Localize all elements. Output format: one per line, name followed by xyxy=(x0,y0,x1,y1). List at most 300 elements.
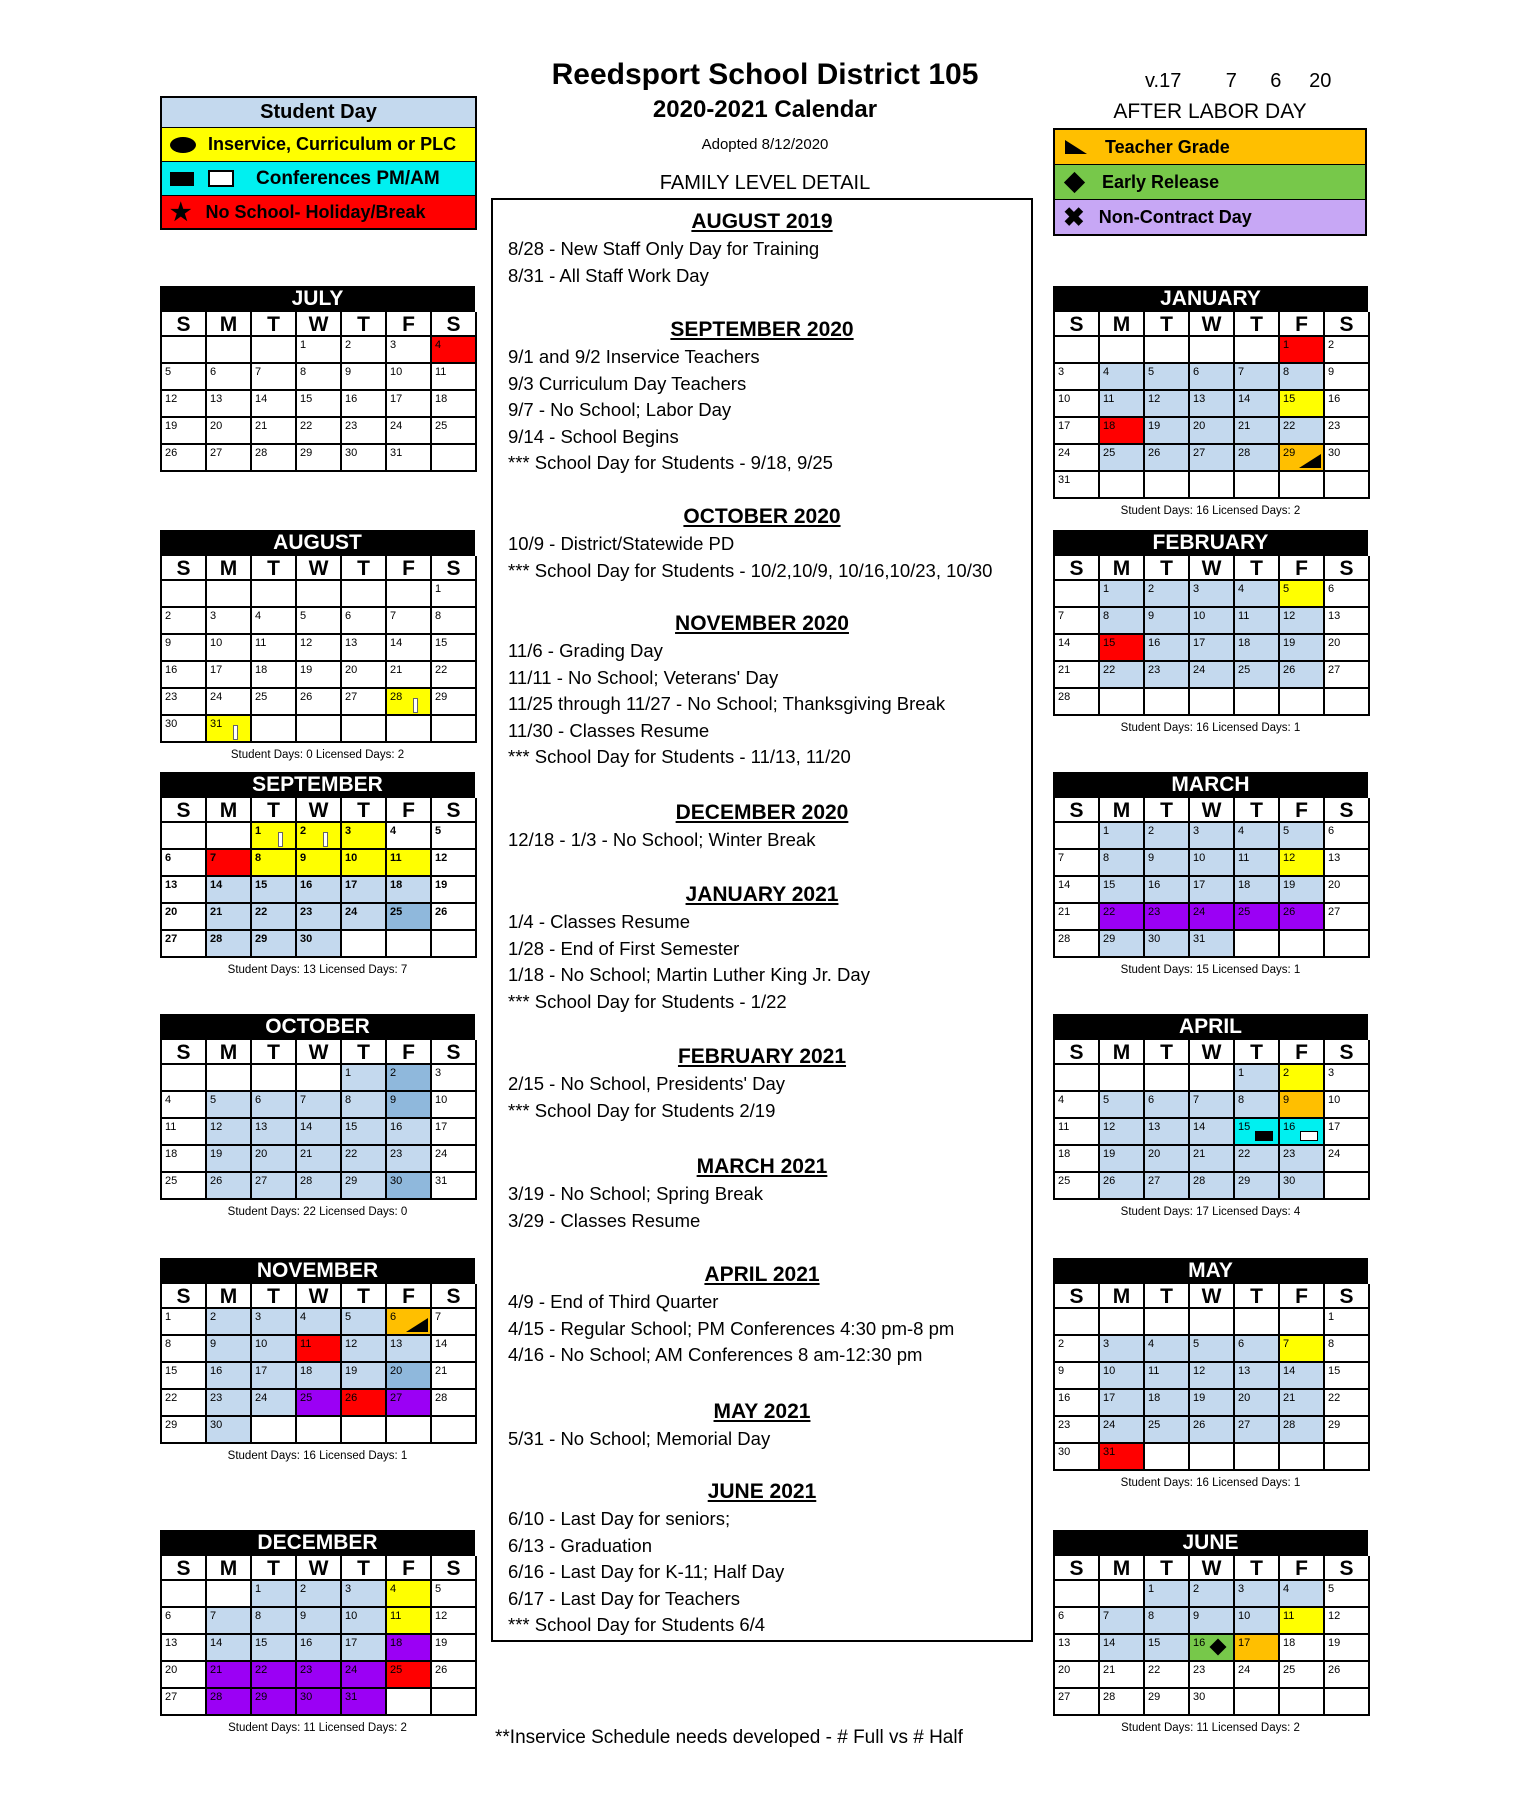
day-cell: 24 xyxy=(342,1662,387,1689)
day-cell: 29 xyxy=(252,1689,297,1716)
day-cell: 13 xyxy=(1145,1119,1190,1146)
day-cell: 2 xyxy=(207,1309,252,1336)
day-cell: 18 xyxy=(387,1635,432,1662)
day-cell: 1 xyxy=(1145,1581,1190,1608)
triangle-icon xyxy=(1065,140,1087,154)
day-of-week-header: W xyxy=(1190,312,1235,337)
day-of-week-header: F xyxy=(1280,798,1325,823)
day-cell: 3 xyxy=(387,337,432,364)
day-cell: 6 xyxy=(252,1092,297,1119)
family-detail-panel xyxy=(491,198,1033,1642)
empty-cell xyxy=(1100,337,1145,364)
day-cell: 15 xyxy=(1235,1119,1280,1146)
section-line: *** School Day for Students - 9/18, 9/25 xyxy=(508,452,833,473)
day-cell: 15 xyxy=(252,1635,297,1662)
month-grid xyxy=(160,1039,475,1200)
day-cell: 8 xyxy=(1325,1336,1370,1363)
day-cell: 2 xyxy=(1145,823,1190,850)
day-cell: 17 xyxy=(342,877,387,904)
day-cell: 12 xyxy=(1280,608,1325,635)
legend-label: Early Release xyxy=(1102,171,1220,192)
day-cell: 2 xyxy=(387,1065,432,1092)
day-cell: 10 xyxy=(1190,850,1235,877)
day-cell: 13 xyxy=(162,877,207,904)
day-cell: 27 xyxy=(207,445,252,472)
section-title: DECEMBER 2020 xyxy=(675,801,849,824)
section-line: 11/6 - Grading Day xyxy=(508,640,663,661)
day-cell: 28 xyxy=(1055,931,1100,958)
day-cell: 12 xyxy=(1190,1363,1235,1390)
day-cell: 8 xyxy=(162,1336,207,1363)
day-cell: 30 xyxy=(207,1417,252,1444)
month-grid xyxy=(160,797,475,958)
legend-label: No School- Holiday/Break xyxy=(205,201,426,222)
legend-teacher-grade xyxy=(1055,130,1365,165)
day-cell: 16 xyxy=(342,391,387,418)
section-line: 2/15 - No School, Presidents' Day xyxy=(508,1073,786,1094)
day-cell: 9 xyxy=(297,1608,342,1635)
day-cell: 19 xyxy=(162,418,207,445)
month-may xyxy=(1053,1258,1368,1489)
day-cell: 29 xyxy=(1100,931,1145,958)
section-line: 8/28 - New Staff Only Day for Training xyxy=(508,238,820,259)
day-cell: 17 xyxy=(1055,418,1100,445)
day-cell: 6 xyxy=(1325,581,1370,608)
month-october xyxy=(160,1014,475,1218)
empty-cell xyxy=(1280,1444,1325,1471)
day-of-week-header: T xyxy=(1145,1556,1190,1581)
day-cell: 2 xyxy=(297,823,342,850)
day-cell: 27 xyxy=(1190,445,1235,472)
day-of-week-header: F xyxy=(1280,1040,1325,1065)
day-cell: 22 xyxy=(432,662,477,689)
day-cell: 31 xyxy=(207,716,252,743)
day-of-week-header: F xyxy=(387,312,432,337)
day-of-week-header: S xyxy=(162,1040,207,1065)
day-cell: 24 xyxy=(1235,1662,1280,1689)
day-of-week-header: F xyxy=(1280,1556,1325,1581)
day-of-week-header: T xyxy=(342,1556,387,1581)
month-june xyxy=(1053,1530,1368,1734)
day-cell: 1 xyxy=(1280,337,1325,364)
section-title: JUNE 2021 xyxy=(707,1480,817,1503)
day-cell: 3 xyxy=(432,1065,477,1092)
day-cell: 20 xyxy=(162,1662,207,1689)
empty-cell xyxy=(1280,1309,1325,1336)
empty-cell xyxy=(1280,1689,1325,1716)
day-cell: 27 xyxy=(1235,1417,1280,1444)
day-cell: 15 xyxy=(252,877,297,904)
district-title: Reedsport School District 105 xyxy=(551,58,979,91)
day-cell: 10 xyxy=(207,635,252,662)
day-cell: 13 xyxy=(1235,1363,1280,1390)
day-of-week-header: T xyxy=(342,1284,387,1309)
day-cell: 23 xyxy=(387,1146,432,1173)
day-cell: 21 xyxy=(297,1146,342,1173)
day-cell: 5 xyxy=(207,1092,252,1119)
empty-cell xyxy=(252,581,297,608)
day-cell: 25 xyxy=(252,689,297,716)
day-cell: 20 xyxy=(342,662,387,689)
day-cell: 18 xyxy=(1100,418,1145,445)
section-line: *** School Day for Students - 10/2,10/9, 10/16,10/23, 10/30 xyxy=(508,559,993,581)
section-line: 10/9 - District/Statewide PD xyxy=(508,533,735,554)
day-cell: 8 xyxy=(1100,608,1145,635)
day-of-week-header: M xyxy=(207,1284,252,1309)
day-cell: 4 xyxy=(387,1581,432,1608)
clip-icon xyxy=(278,832,283,847)
day-of-week-header: T xyxy=(342,798,387,823)
day-of-week-header: W xyxy=(1190,1040,1235,1065)
day-cell: 27 xyxy=(1145,1173,1190,1200)
day-cell: 29 xyxy=(1325,1417,1370,1444)
day-cell: 8 xyxy=(252,1608,297,1635)
day-cell: 18 xyxy=(1055,1146,1100,1173)
x-icon: ✖ xyxy=(1063,201,1085,232)
empty-cell xyxy=(162,1581,207,1608)
day-of-week-header: T xyxy=(1235,556,1280,581)
day-cell: 26 xyxy=(1145,445,1190,472)
day-cell: 9 xyxy=(1145,850,1190,877)
day-cell: 16 xyxy=(1280,1119,1325,1146)
day-of-week-header: M xyxy=(207,312,252,337)
day-cell: 17 xyxy=(1325,1119,1370,1146)
empty-cell xyxy=(1190,1065,1235,1092)
day-cell: 22 xyxy=(252,1662,297,1689)
month-grid xyxy=(160,311,475,472)
day-cell: 1 xyxy=(1100,581,1145,608)
empty-cell xyxy=(1280,931,1325,958)
day-cell: 16 xyxy=(1145,877,1190,904)
month-grid xyxy=(1053,1555,1368,1716)
day-cell: 9 xyxy=(297,850,342,877)
month-name: MARCH xyxy=(1053,772,1368,797)
day-cell: 6 xyxy=(1325,823,1370,850)
day-cell: 25 xyxy=(162,1173,207,1200)
day-cell: 1 xyxy=(252,1581,297,1608)
empty-cell xyxy=(162,823,207,850)
day-cell: 27 xyxy=(1325,662,1370,689)
day-cell: 14 xyxy=(1280,1363,1325,1390)
month-january xyxy=(1053,286,1368,517)
empty-cell xyxy=(1280,472,1325,499)
day-cell: 28 xyxy=(387,689,432,716)
day-cell: 12 xyxy=(432,850,477,877)
triangle-icon xyxy=(406,1318,428,1332)
day-cell: 31 xyxy=(1055,472,1100,499)
day-cell: 22 xyxy=(162,1390,207,1417)
month-name: NOVEMBER xyxy=(160,1258,475,1283)
day-cell: 11 xyxy=(1145,1363,1190,1390)
empty-cell xyxy=(342,581,387,608)
day-cell: 31 xyxy=(432,1173,477,1200)
day-cell: 15 xyxy=(1325,1363,1370,1390)
day-of-week-header: M xyxy=(1100,1284,1145,1309)
day-of-week-header: S xyxy=(1055,1040,1100,1065)
month-grid xyxy=(160,555,475,743)
legend-non-contract xyxy=(1055,200,1365,234)
white-rect-icon xyxy=(1300,1131,1318,1141)
day-cell: 20 xyxy=(1190,418,1235,445)
day-cell: 5 xyxy=(1280,823,1325,850)
day-cell: 7 xyxy=(252,364,297,391)
month-november xyxy=(160,1258,475,1462)
section-title: MARCH 2021 xyxy=(696,1155,828,1178)
day-cell: 23 xyxy=(1145,662,1190,689)
day-of-week-header: W xyxy=(1190,1556,1235,1581)
day-cell: 7 xyxy=(387,608,432,635)
empty-cell xyxy=(1235,931,1280,958)
section-line: 6/16 - Last Day for K-11; Half Day xyxy=(508,1561,785,1582)
day-of-week-header: W xyxy=(1190,1284,1235,1309)
empty-cell xyxy=(387,1417,432,1444)
day-cell: 28 xyxy=(1100,1689,1145,1716)
day-cell: 9 xyxy=(1145,608,1190,635)
day-cell: 28 xyxy=(297,1173,342,1200)
day-cell: 28 xyxy=(432,1390,477,1417)
day-cell: 12 xyxy=(342,1336,387,1363)
empty-cell xyxy=(387,581,432,608)
day-of-week-header: S xyxy=(162,798,207,823)
day-of-week-header: T xyxy=(252,312,297,337)
month-summary: Student Days: 22 Licensed Days: 0 xyxy=(227,1206,408,1218)
legend-label: Student Day xyxy=(260,101,377,123)
month-summary: Student Days: 15 Licensed Days: 1 xyxy=(1120,964,1301,976)
empty-cell xyxy=(207,1581,252,1608)
day-cell: 21 xyxy=(1235,418,1280,445)
month-name: AUGUST xyxy=(160,530,475,555)
day-cell: 4 xyxy=(1235,823,1280,850)
day-cell: 15 xyxy=(297,391,342,418)
day-cell: 1 xyxy=(252,823,297,850)
day-cell: 9 xyxy=(1325,364,1370,391)
day-cell: 21 xyxy=(1280,1390,1325,1417)
day-cell: 22 xyxy=(342,1146,387,1173)
day-cell: 8 xyxy=(1235,1092,1280,1119)
day-of-week-header: T xyxy=(1145,556,1190,581)
day-cell: 14 xyxy=(1235,391,1280,418)
empty-cell xyxy=(1100,689,1145,716)
legend-no-school xyxy=(162,196,475,228)
day-of-week-header: F xyxy=(387,1556,432,1581)
day-cell: 26 xyxy=(1190,1417,1235,1444)
day-of-week-header: S xyxy=(1325,798,1370,823)
day-cell: 7 xyxy=(207,1608,252,1635)
section-title: FEBRUARY 2021 xyxy=(677,1045,847,1068)
day-cell: 16 xyxy=(1055,1390,1100,1417)
day-cell: 29 xyxy=(1145,1689,1190,1716)
day-cell: 25 xyxy=(1280,1662,1325,1689)
day-cell: 23 xyxy=(207,1390,252,1417)
day-cell: 19 xyxy=(1280,635,1325,662)
black-rect-icon xyxy=(1255,1131,1273,1141)
empty-cell xyxy=(387,1689,432,1716)
day-of-week-header: T xyxy=(252,1556,297,1581)
day-cell: 4 xyxy=(1100,364,1145,391)
day-cell: 4 xyxy=(387,823,432,850)
day-cell: 2 xyxy=(1280,1065,1325,1092)
day-cell: 28 xyxy=(207,931,252,958)
empty-cell xyxy=(1325,1173,1370,1200)
month-summary: Student Days: 17 Licensed Days: 4 xyxy=(1120,1206,1301,1218)
day-cell: 24 xyxy=(252,1390,297,1417)
day-cell: 1 xyxy=(297,337,342,364)
after-labor-day-label: AFTER LABOR DAY xyxy=(1113,100,1307,123)
day-cell: 18 xyxy=(1235,877,1280,904)
section-title: OCTOBER 2020 xyxy=(683,505,841,528)
month-grid xyxy=(160,1555,475,1716)
day-cell: 26 xyxy=(1280,662,1325,689)
day-cell: 16 xyxy=(162,662,207,689)
section-line: *** School Day for Students 6/4 xyxy=(508,1614,766,1635)
day-cell: 2 xyxy=(342,337,387,364)
day-cell: 13 xyxy=(1055,1635,1100,1662)
empty-cell xyxy=(297,716,342,743)
day-cell: 6 xyxy=(1190,364,1235,391)
month-name: JULY xyxy=(160,286,475,311)
month-grid xyxy=(1053,1039,1368,1200)
day-cell: 24 xyxy=(1190,662,1235,689)
section-line: 3/29 - Classes Resume xyxy=(508,1209,701,1231)
empty-cell xyxy=(1325,472,1370,499)
day-cell: 22 xyxy=(252,904,297,931)
section-line: 11/30 - Classes Resume xyxy=(508,719,710,741)
day-cell: 12 xyxy=(297,635,342,662)
day-cell: 2 xyxy=(1190,1581,1235,1608)
day-cell: 13 xyxy=(387,1336,432,1363)
day-cell: 5 xyxy=(432,1581,477,1608)
diamond-icon xyxy=(1064,171,1085,192)
day-of-week-header: F xyxy=(387,1284,432,1309)
day-cell: 7 xyxy=(1055,608,1100,635)
day-cell: 7 xyxy=(1280,1336,1325,1363)
month-summary: Student Days: 16 Licensed Days: 1 xyxy=(227,1450,408,1462)
day-cell: 12 xyxy=(1325,1608,1370,1635)
month-summary: Student Days: 16 Licensed Days: 2 xyxy=(1120,505,1301,517)
day-cell: 10 xyxy=(342,1608,387,1635)
day-cell: 24 xyxy=(1055,445,1100,472)
day-cell: 29 xyxy=(252,931,297,958)
day-cell: 25 xyxy=(432,418,477,445)
empty-cell xyxy=(387,716,432,743)
day-of-week-header: T xyxy=(1235,312,1280,337)
month-name: SEPTEMBER xyxy=(160,772,475,797)
section-line: 9/1 and 9/2 Inservice Teachers xyxy=(508,346,760,367)
empty-cell xyxy=(1325,931,1370,958)
day-cell: 22 xyxy=(1100,662,1145,689)
legend-right xyxy=(1053,128,1367,236)
day-cell: 1 xyxy=(342,1065,387,1092)
diamond-icon xyxy=(1210,1639,1227,1656)
day-cell: 30 xyxy=(1325,445,1370,472)
empty-cell xyxy=(432,445,477,472)
empty-cell xyxy=(207,823,252,850)
day-cell: 17 xyxy=(1190,877,1235,904)
day-cell: 1 xyxy=(432,581,477,608)
day-cell: 25 xyxy=(1100,445,1145,472)
day-of-week-header: T xyxy=(252,556,297,581)
day-of-week-header: W xyxy=(297,312,342,337)
empty-cell xyxy=(432,1417,477,1444)
section-line: 4/9 - End of Third Quarter xyxy=(508,1291,719,1312)
day-of-week-header: S xyxy=(1055,1284,1100,1309)
ellipse-icon xyxy=(170,137,196,153)
legend-label: Inservice, Curriculum or PLC xyxy=(208,134,457,154)
day-cell: 12 xyxy=(207,1119,252,1146)
empty-cell xyxy=(207,337,252,364)
day-cell: 19 xyxy=(1325,1635,1370,1662)
day-cell: 19 xyxy=(1280,877,1325,904)
day-cell: 13 xyxy=(1190,391,1235,418)
day-cell: 4 xyxy=(297,1309,342,1336)
day-cell: 20 xyxy=(1325,635,1370,662)
day-cell: 13 xyxy=(162,1635,207,1662)
day-of-week-header: M xyxy=(207,798,252,823)
day-cell: 27 xyxy=(162,1689,207,1716)
day-of-week-header: S xyxy=(432,1556,477,1581)
day-of-week-header: M xyxy=(1100,556,1145,581)
day-of-week-header: T xyxy=(1145,1040,1190,1065)
day-of-week-header: M xyxy=(207,1556,252,1581)
day-cell: 30 xyxy=(387,1173,432,1200)
day-cell: 25 xyxy=(297,1390,342,1417)
month-grid xyxy=(1053,555,1368,716)
empty-cell xyxy=(252,716,297,743)
day-cell: 9 xyxy=(162,635,207,662)
month-summary: Student Days: 0 Licensed Days: 2 xyxy=(230,749,405,761)
day-cell: 14 xyxy=(1055,635,1100,662)
day-cell: 21 xyxy=(252,418,297,445)
day-cell: 10 xyxy=(1190,608,1235,635)
section-line: 11/25 through 11/27 - No School; Thanksgiving Break xyxy=(508,693,946,714)
day-cell: 21 xyxy=(387,662,432,689)
day-cell: 27 xyxy=(387,1390,432,1417)
day-cell: 19 xyxy=(1145,418,1190,445)
month-summary: Student Days: 11 Licensed Days: 2 xyxy=(1121,1722,1300,1734)
day-cell: 12 xyxy=(162,391,207,418)
day-cell: 27 xyxy=(252,1173,297,1200)
day-cell: 29 xyxy=(162,1417,207,1444)
day-of-week-header: F xyxy=(387,556,432,581)
day-cell: 3 xyxy=(1235,1581,1280,1608)
day-cell: 30 xyxy=(1190,1689,1235,1716)
section-line: *** School Day for Students 2/19 xyxy=(508,1099,776,1121)
section-title: APRIL 2021 xyxy=(704,1263,820,1286)
section-line: 1/28 - End of First Semester xyxy=(508,937,740,959)
month-september xyxy=(160,772,475,976)
empty-cell xyxy=(1055,1065,1100,1092)
day-cell: 3 xyxy=(1100,1336,1145,1363)
day-cell: 28 xyxy=(207,1689,252,1716)
empty-cell xyxy=(1055,1309,1100,1336)
day-cell: 14 xyxy=(207,1635,252,1662)
day-of-week-header: T xyxy=(1235,1040,1280,1065)
empty-cell xyxy=(1145,1444,1190,1471)
day-cell: 8 xyxy=(1145,1608,1190,1635)
day-cell: 5 xyxy=(342,1309,387,1336)
day-cell: 29 xyxy=(1235,1173,1280,1200)
day-of-week-header: T xyxy=(342,1040,387,1065)
day-of-week-header: W xyxy=(297,556,342,581)
empty-cell xyxy=(252,1417,297,1444)
empty-cell xyxy=(297,1417,342,1444)
day-cell: 28 xyxy=(1190,1173,1235,1200)
day-cell: 23 xyxy=(1280,1146,1325,1173)
day-cell: 14 xyxy=(387,635,432,662)
day-cell: 5 xyxy=(1325,1581,1370,1608)
day-cell: 9 xyxy=(1190,1608,1235,1635)
day-cell: 22 xyxy=(1100,904,1145,931)
